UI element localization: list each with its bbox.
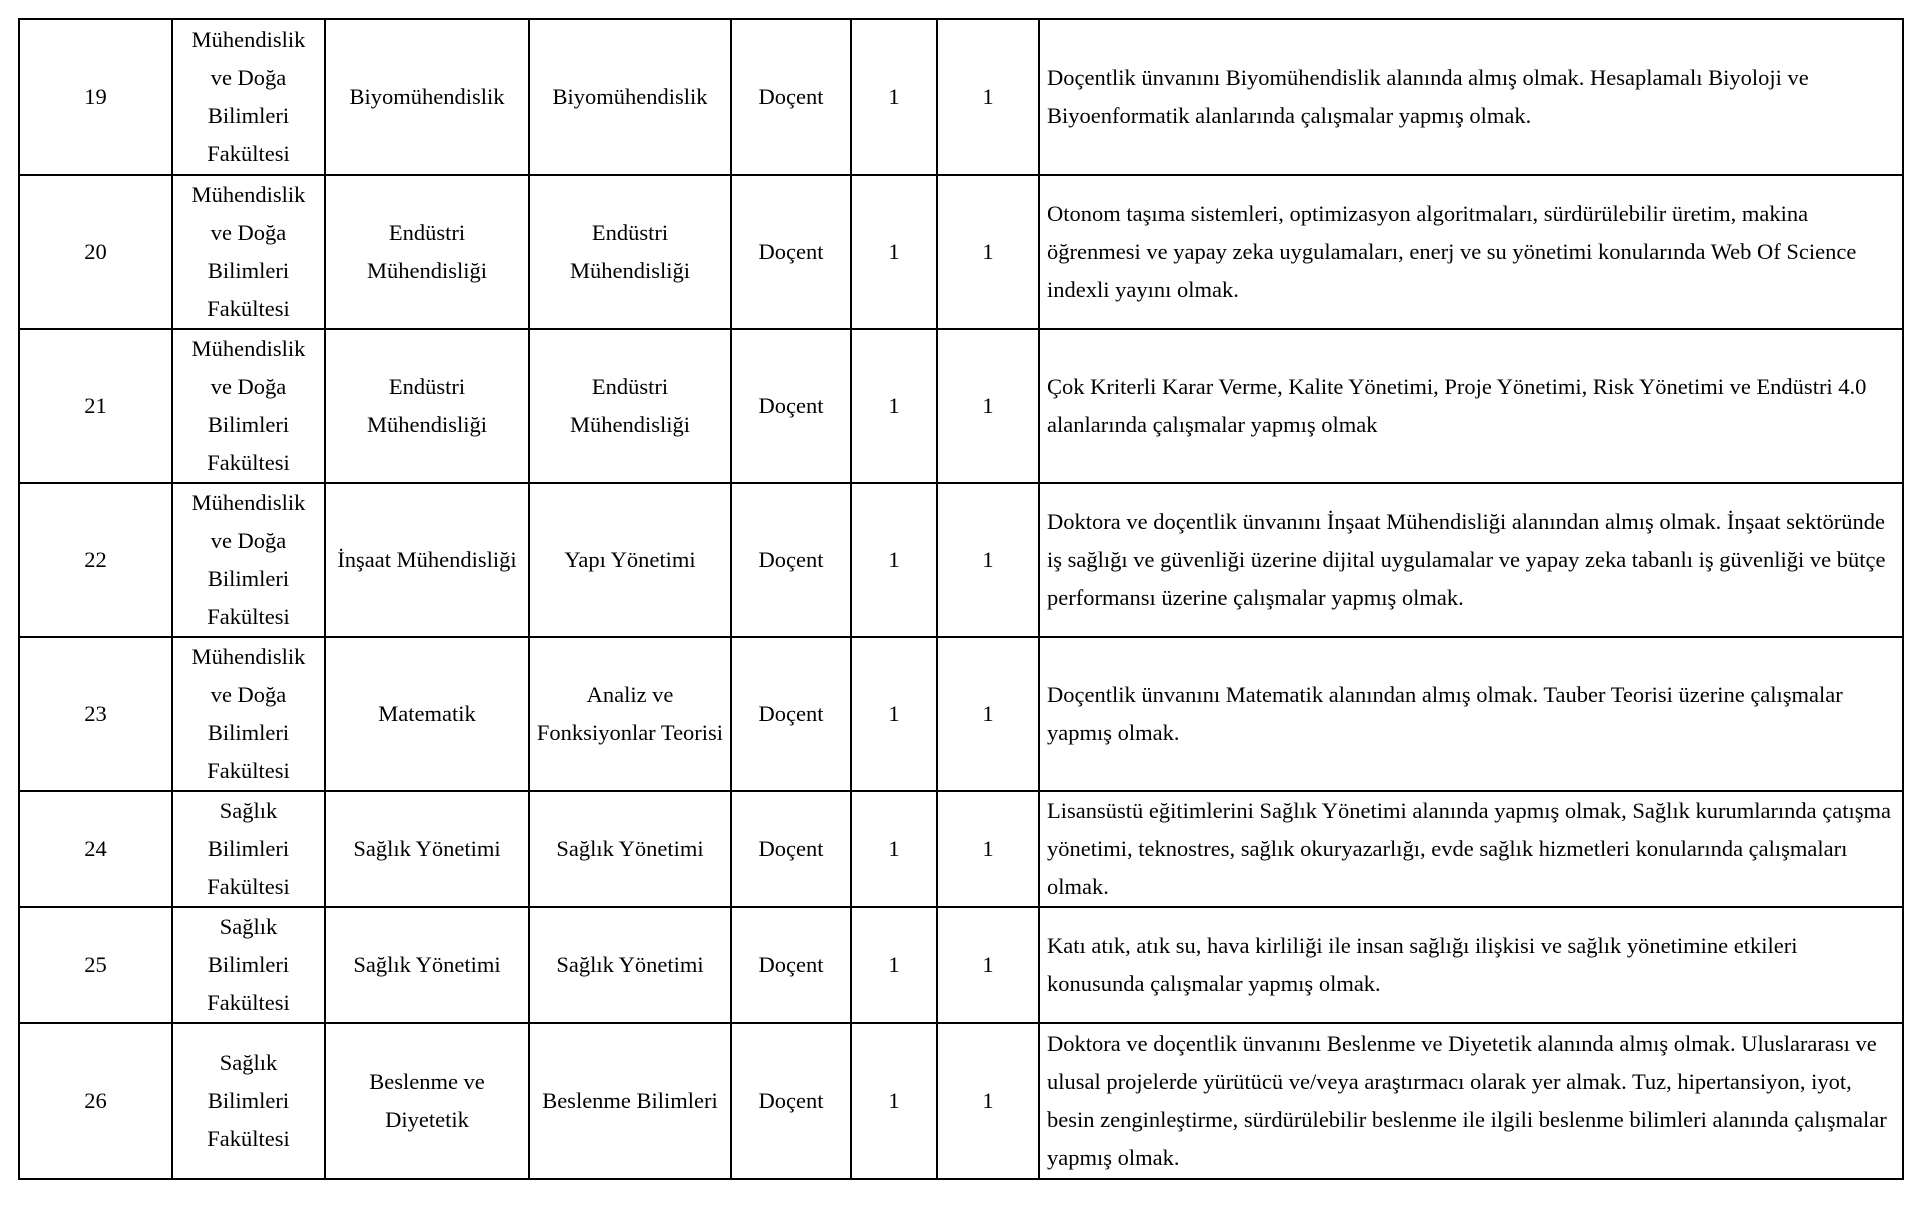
quota-count-cell: 1 [937, 175, 1039, 329]
requirements-cell: Doçentlik ünvanını Matematik alanından almış olmak. Tauber Teorisi üzerine çalışmalar yapmış olmak. [1039, 637, 1903, 791]
row-number-cell: 26 [19, 1023, 172, 1179]
position-count-cell: 1 [851, 19, 937, 175]
position-count-cell: 1 [851, 791, 937, 907]
table-row [19, 329, 1903, 483]
field-cell: Endüstri Mühendisliği [529, 175, 731, 329]
row-number-cell: 19 [19, 19, 172, 175]
field-cell: Endüstri Mühendisliği [529, 329, 731, 483]
quota-count-cell: 1 [937, 329, 1039, 483]
position-count-cell: 1 [851, 1023, 937, 1179]
department-cell: Sağlık Yönetimi [325, 791, 529, 907]
requirements-cell: Çok Kriterli Karar Verme, Kalite Yönetimi, Proje Yönetimi, Risk Yönetimi ve Endüstri 4.0 alanlarında çalışmalar yapmış olmak [1039, 329, 1903, 483]
academic-title-cell: Doçent [731, 329, 851, 483]
faculty-cell: Sağlık Bilimleri Fakültesi [172, 1023, 325, 1179]
table-row [19, 483, 1903, 637]
department-cell: Biyomühendislik [325, 19, 529, 175]
department-cell: Matematik [325, 637, 529, 791]
faculty-cell: Mühendislik ve Doğa Bilimleri Fakültesi [172, 329, 325, 483]
faculty-cell: Mühendislik ve Doğa Bilimleri Fakültesi [172, 483, 325, 637]
table-row [19, 791, 1903, 907]
row-number-cell: 22 [19, 483, 172, 637]
field-cell: Sağlık Yönetimi [529, 791, 731, 907]
academic-title-cell: Doçent [731, 907, 851, 1023]
department-cell: Sağlık Yönetimi [325, 907, 529, 1023]
position-count-cell: 1 [851, 907, 937, 1023]
academic-title-cell: Doçent [731, 19, 851, 175]
faculty-cell: Sağlık Bilimleri Fakültesi [172, 907, 325, 1023]
field-cell: Yapı Yönetimi [529, 483, 731, 637]
department-cell: Endüstri Mühendisliği [325, 329, 529, 483]
quota-count-cell: 1 [937, 19, 1039, 175]
position-count-cell: 1 [851, 483, 937, 637]
positions-table-body [19, 19, 1903, 1179]
faculty-cell: Mühendislik ve Doğa Bilimleri Fakültesi [172, 175, 325, 329]
academic-title-cell: Doçent [731, 637, 851, 791]
department-cell: Beslenme ve Diyetetik [325, 1023, 529, 1179]
requirements-cell: Otonom taşıma sistemleri, optimizasyon algoritmaları, sürdürülebilir üretim, makina öğrenmesi ve yapay zeka uygulamaları, enerj ve su yönetimi konularında Web Of Science indexli yayını olmak. [1039, 175, 1903, 329]
row-number-cell: 24 [19, 791, 172, 907]
quota-count-cell: 1 [937, 637, 1039, 791]
row-number-cell: 25 [19, 907, 172, 1023]
faculty-cell: Mühendislik ve Doğa Bilimleri Fakültesi [172, 19, 325, 175]
table-row [19, 907, 1903, 1023]
quota-count-cell: 1 [937, 907, 1039, 1023]
requirements-cell: Doktora ve doçentlik ünvanını İnşaat Mühendisliği alanından almış olmak. İnşaat sektöründe iş sağlığı ve güvenliği üzerine dijital uygulamalar ve yapay zeka tabanlı iş güvenliği ve bütçe performansı üzerine çalışmalar yapmış olmak. [1039, 483, 1903, 637]
department-cell: İnşaat Mühendisliği [325, 483, 529, 637]
field-cell: Sağlık Yönetimi [529, 907, 731, 1023]
quota-count-cell: 1 [937, 483, 1039, 637]
requirements-cell: Katı atık, atık su, hava kirliliği ile insan sağlığı ilişkisi ve sağlık yönetimine etkileri konusunda çalışmalar yapmış olmak. [1039, 907, 1903, 1023]
row-number-cell: 21 [19, 329, 172, 483]
position-count-cell: 1 [851, 329, 937, 483]
table-row [19, 1023, 1903, 1179]
department-cell: Endüstri Mühendisliği [325, 175, 529, 329]
academic-title-cell: Doçent [731, 483, 851, 637]
table-row [19, 637, 1903, 791]
row-number-cell: 20 [19, 175, 172, 329]
table-row [19, 19, 1903, 175]
quota-count-cell: 1 [937, 1023, 1039, 1179]
faculty-cell: Mühendislik ve Doğa Bilimleri Fakültesi [172, 637, 325, 791]
field-cell: Beslenme Bilimleri [529, 1023, 731, 1179]
academic-title-cell: Doçent [731, 175, 851, 329]
position-count-cell: 1 [851, 175, 937, 329]
academic-title-cell: Doçent [731, 1023, 851, 1179]
requirements-cell: Doktora ve doçentlik ünvanını Beslenme ve Diyetetik alanında almış olmak. Uluslararası ve ulusal projelerde yürütücü ve/veya araştırmacı olarak yer almak. Tuz, hipertansiyon, iyot, besin zenginleştirme, sürdürülebilir beslenme ile ilgili beslenme bilimleri alanında çalışmalar yapmış olmak. [1039, 1023, 1903, 1179]
table-row [19, 175, 1903, 329]
field-cell: Analiz ve Fonksiyonlar Teorisi [529, 637, 731, 791]
requirements-cell: Doçentlik ünvanını Biyomühendislik alanında almış olmak. Hesaplamalı Biyoloji ve Biyoenformatik alanlarında çalışmalar yapmış olmak. [1039, 19, 1903, 175]
position-count-cell: 1 [851, 637, 937, 791]
requirements-cell: Lisansüstü eğitimlerini Sağlık Yönetimi alanında yapmış olmak, Sağlık kurumlarında çatışma yönetimi, teknostres, sağlık okuryazarlığı, evde sağlık hizmetleri konularında çalışmaları olmak. [1039, 791, 1903, 907]
faculty-cell: Sağlık Bilimleri Fakültesi [172, 791, 325, 907]
quota-count-cell: 1 [937, 791, 1039, 907]
field-cell: Biyomühendislik [529, 19, 731, 175]
positions-table [18, 18, 1904, 1180]
row-number-cell: 23 [19, 637, 172, 791]
academic-title-cell: Doçent [731, 791, 851, 907]
